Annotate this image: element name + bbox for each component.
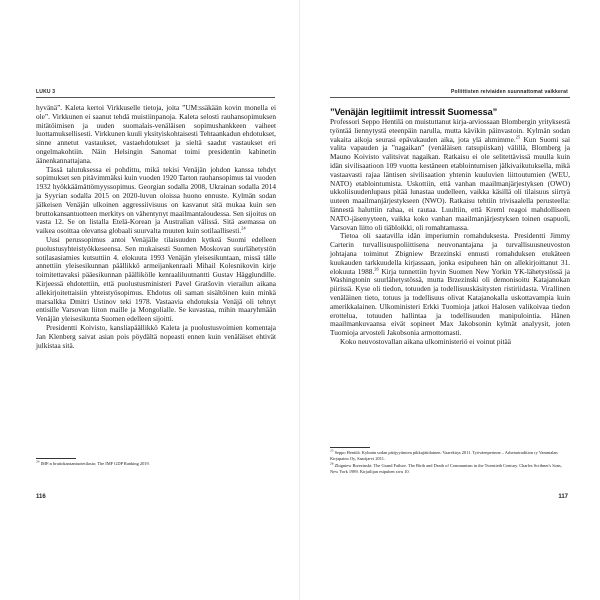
- footnote-text: Seppo Hentilä. Kylmän sodan pätijyyttmien pikkujättilainen. Vaarekirja 2011. Työväenperinne – Arbetartradition ry Vammalan Kirjapaino Oy, Saarijarvi 2011.: [330, 450, 558, 461]
- footnote: [330, 450, 570, 461]
- footnote-text: Zbigniew Brzezinski: The Grand Failure. The Birth and Death of Communism in the Twentieth Century. Charles Scribner's Sons, New York 1989. Kirjailijan esipuhen sivu 10.: [330, 463, 562, 474]
- running-head-right: Poliittisten reiviaiden suunnattomat vaikkerat: [450, 89, 568, 95]
- paragraph: hyvänä”. Kaleta kertoi Virkkuselle tietoja, joita ”UM:ssäkään kovin monella ei ole”. Virkkunen ei saanut tehdä muistiinpanoja. Kaleta selosti rauhansopimuksen mitätöimisen ja uuden suomalais-venäläisen sopimushankkeen vaiheet luottamuksellisesti. Virkkunen kuuli yksityiskohtaisesti Tehtaankadun ehdotukset, sinne annetut vastaukset, vastaehdotukset ja sieltä saadut vastaukset eri ongelmakohtiin. Näin Helsingin Sanomat toimi presidentin kabinetin äänenkannattajana.: [36, 103, 276, 165]
- footnote-ref[interactable]: 25: [515, 134, 521, 140]
- footnote-number: 26: [330, 461, 334, 466]
- footnote-rule-right: [330, 447, 370, 448]
- footnote-ref[interactable]: 26: [374, 266, 379, 272]
- page-number-left: 116: [36, 494, 46, 500]
- footnote: [36, 461, 276, 467]
- footnote-number: 24: [36, 459, 40, 464]
- footnote: [330, 463, 570, 474]
- paragraph: Tässä talutuksessa ei pohdittu, mikä tekisi Venäjän johdon kanssa tehdyt sopimukset sen pitävimmäksi kuin vuoden 1920 Tarton rauhansopimus tai vuoden 1932 hyökkäämättömyyssopimus. Georgian sodalla 2008, Ukrainan sodalla 2014 ja Syyrian sodalla 2015 on 2020-luvun oloissa huono ennuste. Kylmän sodan jälkeisen Venäjän ulkoinen aggressiivisuus on kasvanut sitä mukaa kuin sen bruttokansantuotteen merkitys on vähentynyt maailmantaloudessa. Sen sijoitus on vasta 12. Se on listalla Etelä-Korean ja Australian välissä. Sitä asemassa on vaikea osoittaa olevansa globaali suurvalta muuten kuin sotilaallisesti.$^{24}$: [36, 164, 276, 236]
- footnote-number: 25: [330, 448, 334, 453]
- left-body-text: [36, 104, 276, 350]
- paragraph: Koko neuvostovallan aikana ulkoministeriö ei voinut pitää: [340, 336, 512, 346]
- paragraph: Presidentti Koivisto, kansliapäällikkö Kaleta ja puolustusvoimien komentaja Jan Klenberg saivat asian pois pöydältä nopeasti ennen kuin venäläiset ehtivät julkistaa sitä.: [36, 322, 276, 350]
- right-page: [300, 0, 600, 600]
- paragraph: Uusi perussopimus antoi Venäjälle tilaisuuden kytkeä Suomi edelleen puolustusyhteistyökkeseensa. Sen mukaisesti Suomen Moskovan suurlähetystön sotilasasiamies kutsuttiin 4. elokuuta 1993 Venäjän yleisesikuntaan, missä tälle annettiin yleisesikunnan päällikkö armeijankenraali Mihail Kolesnikovin kirje toimitettavaksi pääesikunnan päällikölle kenraaliluutnantti Gustav Hägglundille. Kirjeessä ehdotettiin, että puolustusministeri Pavel Gratšovin vierailun aikana allekirjoitettaisiin yhteistyösopimus. Ehdotus oli saman sisältöinen kuin minkä marsalkka Dmitri Ustinov teki 1978. Vastaavia ehdotuksia Venäjä oli tehnyt entisille Varsovan liiton maille ja Mongolialle. Se kuvastaa, mihin maaryhmään Venäjän yleisesikunta Suomen edelleen sijoitti.: [36, 234, 276, 324]
- footnote-ref[interactable]: 24: [241, 225, 246, 231]
- paragraph: Tietoa oli saatavilla idän imperiumin romahduksesta. Presidentti Jimmy Carterin turvallisuuspoliittisena neuvonantajana ja turvallisuusneuvoston johtajana toiminut Zbigniew Brzezinski ennusti romahduksen etukäteen kuukauden tarkkuudella kirjassaan, jonka esipuheen hän on allekirjoittanut 31. elokuuta 1988.26 Kirja tunnettiin hyvin Suomen New Yorkin YK-lähetystössä ja Washingtonin suurlähetystössä, mutta Brzezinski oli demonisoitu Katajanokan piirissä. Kyse oli tiedon, totuuden ja todellisuuskäsitysten ristiriidasta. Virallinen venäläinen tieto, totuus ja todellisuus olivat Katajanokalla uskottavampia kuin amerikkalainen. Ulkoministeri Erkki Tuomioja jatkoi Halosen valikoivaa tiedon erottelua, totuuden hallintaa ja todellisuuden manipulointia. Hänen maailmankuvaansa eivät sopineet Max Jakobsonin kylmät analyysit, joten Tuomioja arvosteli Jakobsonia armottomasti.: [330, 231, 570, 338]
- footnote-text: IMF:n bruttokansantuotetilasto; The IMF GDP Ranking 2019.: [39, 461, 150, 466]
- page-number-right: 117: [558, 494, 568, 500]
- footnote-rule-left: [36, 458, 76, 459]
- paragraph: Professori Seppo Hentilä on muistuttanut kirja-arviossaan Blombergin yrityksestä työntää liennytystä eteenpäin narulla, mutta kävikin päinvastoin. Kylmän sodan vakaita aikoja seurasi epävakauden aika, jota ylä ahmimme.$^{25}$ Kun Suomi sai valita vapauden ja ”nagaikan” (venäläisen ratsupiiskan) välillä, Blomberg ja Mauno Koivisto valitsivat nagaikan. Ratkaisu ei ole selitettävissä muulla kuin idän sivilisaatioon 109 vuotta kestäneen etablointumisen jälkivaikutuksella, mikä vastaavasti rajaa läntisen sivilisaation yhtenin kuuluvien liittoutumien (WEU, NATO) etablointumista. Uskottiin, että vanhan maailmanjärjestyksen (OWO) ukkoliisuudenlupaus pitää lunastaa uudelleen, vaikka käsillä oli tilaisuus siirtyä uuteen maailmanjärjestykseen (NWO). Ratkaisu tehtiin trivisaalella perusteella: lännestä haluttiin rahaa, ei rautaa. Luultiin, että Kreml reagoi mahdolliseen NATO-jäsenyyteen, vaikka koko vanhan maailmanjärjestyksen toinen osapuoli, Varsovan liitto oli tiäbloikki, oli romahtamassa.: [330, 117, 571, 232]
- section-heading: ”Venäjän legitiimit intressit Suomessa”: [330, 107, 498, 117]
- right-body-text: [330, 118, 570, 347]
- header-rule-right: [330, 97, 570, 98]
- left-footnotes: [36, 461, 276, 469]
- right-footnotes: [330, 450, 570, 476]
- running-head-left: LUKU 3: [36, 89, 56, 95]
- header-rule-left: [36, 97, 275, 98]
